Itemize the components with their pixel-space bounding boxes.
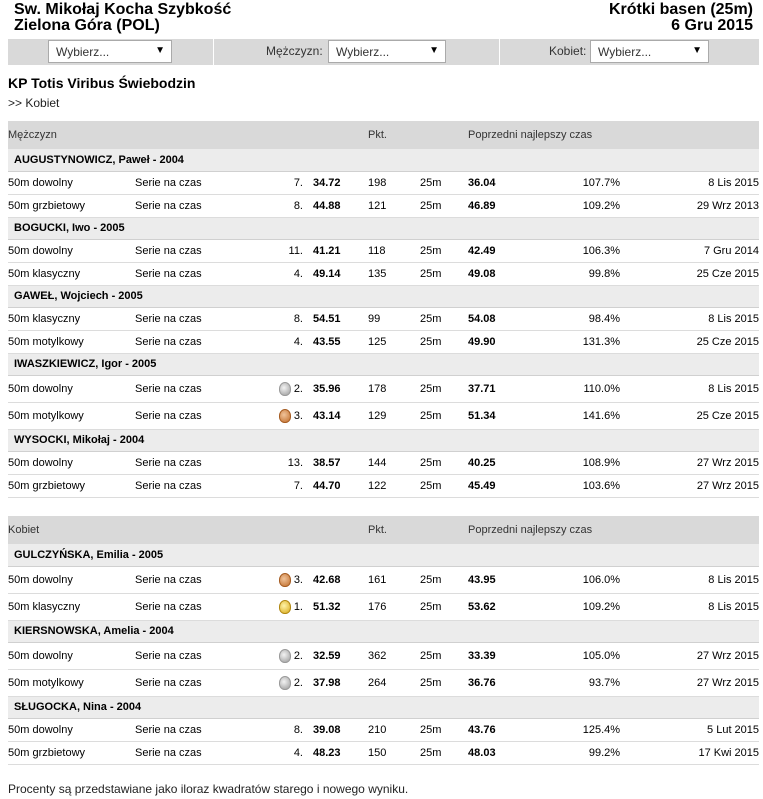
percentage: 106.3% <box>530 239 620 262</box>
place-text: 4. <box>293 267 303 280</box>
previous-best-time[interactable]: 45.49 <box>468 474 530 497</box>
course: 25m <box>420 451 468 474</box>
result-row[interactable] <box>8 171 759 194</box>
spacer <box>303 741 313 764</box>
place <box>255 593 303 620</box>
round-type: Serie na czas <box>135 593 255 620</box>
event-name[interactable]: 50m dowolny <box>8 239 135 262</box>
previous-best-time[interactable]: 54.08 <box>468 307 530 330</box>
result-time[interactable]: 32.59 <box>313 642 368 669</box>
place <box>255 171 303 194</box>
round-type: Serie na czas <box>135 451 255 474</box>
round-type: Serie na czas <box>135 375 255 402</box>
round-type: Serie na czas <box>135 718 255 741</box>
points: 125 <box>368 330 420 353</box>
place-text: 3. <box>293 409 303 422</box>
previous-best-time[interactable]: 49.90 <box>468 330 530 353</box>
silver-medal-icon <box>279 676 291 690</box>
result-time[interactable]: 41.21 <box>313 239 368 262</box>
page-header <box>0 0 763 38</box>
previous-best-time[interactable]: 43.95 <box>468 566 530 593</box>
result-row[interactable] <box>8 642 759 669</box>
points: 178 <box>368 375 420 402</box>
course: 25m <box>420 474 468 497</box>
spacer <box>303 566 313 593</box>
chevron-down-icon: ▼ <box>692 45 702 56</box>
spacer <box>303 239 313 262</box>
club-name: KP Totis Viribus Świebodzin <box>8 75 196 91</box>
percentage: 106.0% <box>530 566 620 593</box>
spacer <box>303 262 313 285</box>
athlete-name[interactable]: GULCZYŃSKA, Emilia - 2005 <box>8 544 759 566</box>
place-text: 2. <box>293 382 303 395</box>
event-name[interactable]: 50m dowolny <box>8 718 135 741</box>
result-time[interactable]: 51.32 <box>313 593 368 620</box>
event-name[interactable]: 50m dowolny <box>8 566 135 593</box>
result-row[interactable] <box>8 194 759 217</box>
previous-best-time[interactable]: 51.34 <box>468 402 530 429</box>
course: 25m <box>420 593 468 620</box>
place <box>255 669 303 696</box>
event-name[interactable]: 50m dowolny <box>8 642 135 669</box>
chevron-down-icon: ▼ <box>429 45 439 56</box>
event-name[interactable]: 50m motylkowy <box>8 669 135 696</box>
spacer <box>303 375 313 402</box>
course: 25m <box>420 171 468 194</box>
round-type: Serie na czas <box>135 566 255 593</box>
previous-best-date: 27 Wrz 2015 <box>620 451 759 474</box>
course: 25m <box>420 239 468 262</box>
spacer <box>303 718 313 741</box>
place-text: 8. <box>293 723 303 736</box>
place <box>255 262 303 285</box>
previous-best-date: 8 Lis 2015 <box>620 171 759 194</box>
athlete-row[interactable] <box>8 696 759 718</box>
athlete-row[interactable] <box>8 149 759 171</box>
event-name[interactable]: 50m klasyczny <box>8 307 135 330</box>
spacer <box>303 307 313 330</box>
percentage: 105.0% <box>530 642 620 669</box>
women-select[interactable] <box>590 40 709 63</box>
result-time[interactable]: 44.70 <box>313 474 368 497</box>
club-select[interactable] <box>48 40 172 63</box>
event-name[interactable]: 50m dowolny <box>8 375 135 402</box>
percentage: 107.7% <box>530 171 620 194</box>
result-time[interactable]: 39.08 <box>313 718 368 741</box>
place <box>255 566 303 593</box>
course: 25m <box>420 566 468 593</box>
previous-best-date: 25 Cze 2015 <box>620 402 759 429</box>
round-type: Serie na czas <box>135 402 255 429</box>
points: 176 <box>368 593 420 620</box>
previous-best-time[interactable]: 42.49 <box>468 239 530 262</box>
event-name[interactable]: 50m dowolny <box>8 451 135 474</box>
course: 25m <box>420 402 468 429</box>
result-time[interactable]: 37.98 <box>313 669 368 696</box>
place-text: 4. <box>293 746 303 759</box>
footer-note: Procenty są przedstawiane jako iloraz kwadratów starego i nowego wyniku. <box>8 782 409 796</box>
result-row[interactable] <box>8 474 759 497</box>
round-type: Serie na czas <box>135 194 255 217</box>
previous-best-time[interactable]: 40.25 <box>468 451 530 474</box>
previous-best-time[interactable]: 53.62 <box>468 593 530 620</box>
men-filter-label: Mężczyzn: <box>266 44 323 58</box>
round-type: Serie na czas <box>135 474 255 497</box>
previous-best-time[interactable]: 48.03 <box>468 741 530 764</box>
previous-best-date: 27 Wrz 2015 <box>620 669 759 696</box>
percentage: 110.0% <box>530 375 620 402</box>
place-text: 2. <box>293 649 303 662</box>
place <box>255 741 303 764</box>
place-text: 7. <box>293 479 303 492</box>
place-text: 3. <box>293 573 303 586</box>
spacer <box>303 194 313 217</box>
points: 135 <box>368 262 420 285</box>
previous-best-time[interactable]: 37.71 <box>468 375 530 402</box>
personal-best-header: Poprzedni najlepszy czas <box>468 121 759 149</box>
filter-bar <box>8 39 759 65</box>
previous-best-date: 25 Cze 2015 <box>620 262 759 285</box>
result-row[interactable] <box>8 330 759 353</box>
result-time[interactable]: 43.14 <box>313 402 368 429</box>
spacer <box>303 451 313 474</box>
previous-best-date: 25 Cze 2015 <box>620 330 759 353</box>
spacer <box>303 593 313 620</box>
athlete-name[interactable]: GAWEŁ, Wojciech - 2005 <box>8 285 759 307</box>
filter-divider <box>213 39 214 65</box>
result-time[interactable]: 42.68 <box>313 566 368 593</box>
men-results-table <box>8 121 759 498</box>
round-type: Serie na czas <box>135 642 255 669</box>
bronze-medal-icon <box>279 573 291 587</box>
percentage: 131.3% <box>530 330 620 353</box>
chevron-down-icon: ▼ <box>155 45 165 56</box>
place <box>255 375 303 402</box>
athlete-name[interactable]: KIERSNOWSKA, Amelia - 2004 <box>8 620 759 642</box>
spacer <box>303 171 313 194</box>
course: 25m <box>420 262 468 285</box>
points: 161 <box>368 566 420 593</box>
result-row[interactable] <box>8 451 759 474</box>
meet-location: Zielona Góra (POL) <box>14 17 160 34</box>
round-type: Serie na czas <box>135 669 255 696</box>
course: 25m <box>420 718 468 741</box>
percentage: 99.8% <box>530 262 620 285</box>
points: 264 <box>368 669 420 696</box>
previous-best-date: 8 Lis 2015 <box>620 593 759 620</box>
result-row[interactable] <box>8 566 759 593</box>
points: 144 <box>368 451 420 474</box>
percentage: 99.2% <box>530 741 620 764</box>
place <box>255 402 303 429</box>
athlete-row[interactable] <box>8 620 759 642</box>
points: 99 <box>368 307 420 330</box>
place-text: 8. <box>293 312 303 325</box>
result-time[interactable]: 43.55 <box>313 330 368 353</box>
bronze-medal-icon <box>279 409 291 423</box>
event-name[interactable]: 50m klasyczny <box>8 593 135 620</box>
silver-medal-icon <box>279 382 291 396</box>
points-header: Pkt. <box>368 516 420 544</box>
points-header: Pkt. <box>368 121 420 149</box>
previous-best-time[interactable]: 36.04 <box>468 171 530 194</box>
athlete-row[interactable] <box>8 353 759 375</box>
course-type: Krótki basen (25m) <box>608 1 753 18</box>
result-time[interactable]: 34.72 <box>313 171 368 194</box>
place <box>255 642 303 669</box>
event-name[interactable]: 50m klasyczny <box>8 262 135 285</box>
place <box>255 474 303 497</box>
previous-best-date: 7 Gru 2014 <box>620 239 759 262</box>
result-row[interactable] <box>8 741 759 764</box>
round-type: Serie na czas <box>135 171 255 194</box>
result-time[interactable]: 49.14 <box>313 262 368 285</box>
athlete-name[interactable]: WYSOCKI, Mikołaj - 2004 <box>8 429 759 451</box>
men-select[interactable] <box>328 40 446 63</box>
percentage: 93.7% <box>530 669 620 696</box>
spacer <box>303 330 313 353</box>
athlete-row[interactable] <box>8 544 759 566</box>
spacer <box>303 642 313 669</box>
percentage: 125.4% <box>530 718 620 741</box>
round-type: Serie na czas <box>135 262 255 285</box>
result-row[interactable] <box>8 239 759 262</box>
women-filter-label: Kobiet: <box>549 44 587 58</box>
place-text: 13. <box>287 456 303 469</box>
place <box>255 718 303 741</box>
previous-best-time[interactable]: 46.89 <box>468 194 530 217</box>
event-name[interactable]: 50m dowolny <box>8 171 135 194</box>
place <box>255 330 303 353</box>
previous-best-date: 8 Lis 2015 <box>620 566 759 593</box>
previous-best-time[interactable]: 49.08 <box>468 262 530 285</box>
course: 25m <box>420 307 468 330</box>
previous-best-date: 17 Kwi 2015 <box>620 741 759 764</box>
group-header: Kobiet <box>8 516 368 544</box>
previous-best-date: 8 Lis 2015 <box>620 307 759 330</box>
event-name[interactable]: 50m motylkowy <box>8 402 135 429</box>
result-row[interactable] <box>8 593 759 620</box>
previous-best-time[interactable]: 36.76 <box>468 669 530 696</box>
gold-medal-icon <box>279 600 291 614</box>
round-type: Serie na czas <box>135 239 255 262</box>
result-time[interactable]: 48.23 <box>313 741 368 764</box>
percentage: 109.2% <box>530 593 620 620</box>
club-select-value: Wybierz... <box>56 45 110 59</box>
place-text: 2. <box>293 676 303 689</box>
athlete-row[interactable] <box>8 217 759 239</box>
table-header-row <box>8 121 759 149</box>
percentage: 109.2% <box>530 194 620 217</box>
course: 25m <box>420 669 468 696</box>
points: 118 <box>368 239 420 262</box>
previous-best-date: 27 Wrz 2015 <box>620 642 759 669</box>
points: 198 <box>368 171 420 194</box>
course: 25m <box>420 330 468 353</box>
place-text: 1. <box>293 600 303 613</box>
round-type: Serie na czas <box>135 330 255 353</box>
points: 210 <box>368 718 420 741</box>
athlete-row[interactable] <box>8 429 759 451</box>
filter-divider <box>499 39 500 65</box>
percentage: 98.4% <box>530 307 620 330</box>
event-name[interactable]: 50m grzbietowy <box>8 194 135 217</box>
personal-best-header: Poprzedni najlepszy czas <box>468 516 759 544</box>
table-header-row <box>8 516 759 544</box>
athlete-name[interactable]: AUGUSTYNOWICZ, Paweł - 2004 <box>8 149 759 171</box>
course: 25m <box>420 741 468 764</box>
breadcrumb[interactable]: >> Kobiet <box>8 96 60 110</box>
points: 150 <box>368 741 420 764</box>
previous-best-date: 27 Wrz 2015 <box>620 474 759 497</box>
athlete-row[interactable] <box>8 285 759 307</box>
women-select-value: Wybierz... <box>598 45 652 59</box>
place-text: 8. <box>293 199 303 212</box>
header-spacer <box>420 516 468 544</box>
event-name[interactable]: 50m grzbietowy <box>8 741 135 764</box>
result-time[interactable]: 35.96 <box>313 375 368 402</box>
course: 25m <box>420 375 468 402</box>
men-select-value: Wybierz... <box>336 45 390 59</box>
result-row[interactable] <box>8 307 759 330</box>
place <box>255 307 303 330</box>
spacer <box>303 669 313 696</box>
athlete-name[interactable]: BOGUCKI, Iwo - 2005 <box>8 217 759 239</box>
points: 129 <box>368 402 420 429</box>
result-row[interactable] <box>8 718 759 741</box>
percentage: 108.9% <box>530 451 620 474</box>
points: 362 <box>368 642 420 669</box>
spacer <box>303 474 313 497</box>
meet-date: 6 Gru 2015 <box>671 17 753 34</box>
spacer <box>303 402 313 429</box>
silver-medal-icon <box>279 649 291 663</box>
meet-name: Sw. Mikołaj Kocha Szybkość <box>14 1 232 18</box>
result-row[interactable] <box>8 669 759 696</box>
event-name[interactable]: 50m motylkowy <box>8 330 135 353</box>
course: 25m <box>420 194 468 217</box>
previous-best-time[interactable]: 43.76 <box>468 718 530 741</box>
result-time[interactable]: 44.88 <box>313 194 368 217</box>
place-text: 4. <box>293 335 303 348</box>
previous-best-date: 5 Lut 2015 <box>620 718 759 741</box>
round-type: Serie na czas <box>135 307 255 330</box>
event-name[interactable]: 50m grzbietowy <box>8 474 135 497</box>
place <box>255 451 303 474</box>
round-type: Serie na czas <box>135 741 255 764</box>
athlete-name[interactable]: SŁUGOCKA, Nina - 2004 <box>8 696 759 718</box>
place <box>255 239 303 262</box>
course: 25m <box>420 642 468 669</box>
result-time[interactable]: 54.51 <box>313 307 368 330</box>
place-text: 7. <box>293 176 303 189</box>
place <box>255 194 303 217</box>
women-results-table <box>8 516 759 765</box>
previous-best-time[interactable]: 33.39 <box>468 642 530 669</box>
previous-best-date: 29 Wrz 2013 <box>620 194 759 217</box>
place-text: 11. <box>288 244 303 257</box>
result-row[interactable] <box>8 402 759 429</box>
points: 122 <box>368 474 420 497</box>
previous-best-date: 8 Lis 2015 <box>620 375 759 402</box>
result-time[interactable]: 38.57 <box>313 451 368 474</box>
result-row[interactable] <box>8 262 759 285</box>
group-header: Mężczyzn <box>8 121 368 149</box>
result-row[interactable] <box>8 375 759 402</box>
header-spacer <box>420 121 468 149</box>
points: 121 <box>368 194 420 217</box>
athlete-name[interactable]: IWASZKIEWICZ, Igor - 2005 <box>8 353 759 375</box>
percentage: 141.6% <box>530 402 620 429</box>
percentage: 103.6% <box>530 474 620 497</box>
